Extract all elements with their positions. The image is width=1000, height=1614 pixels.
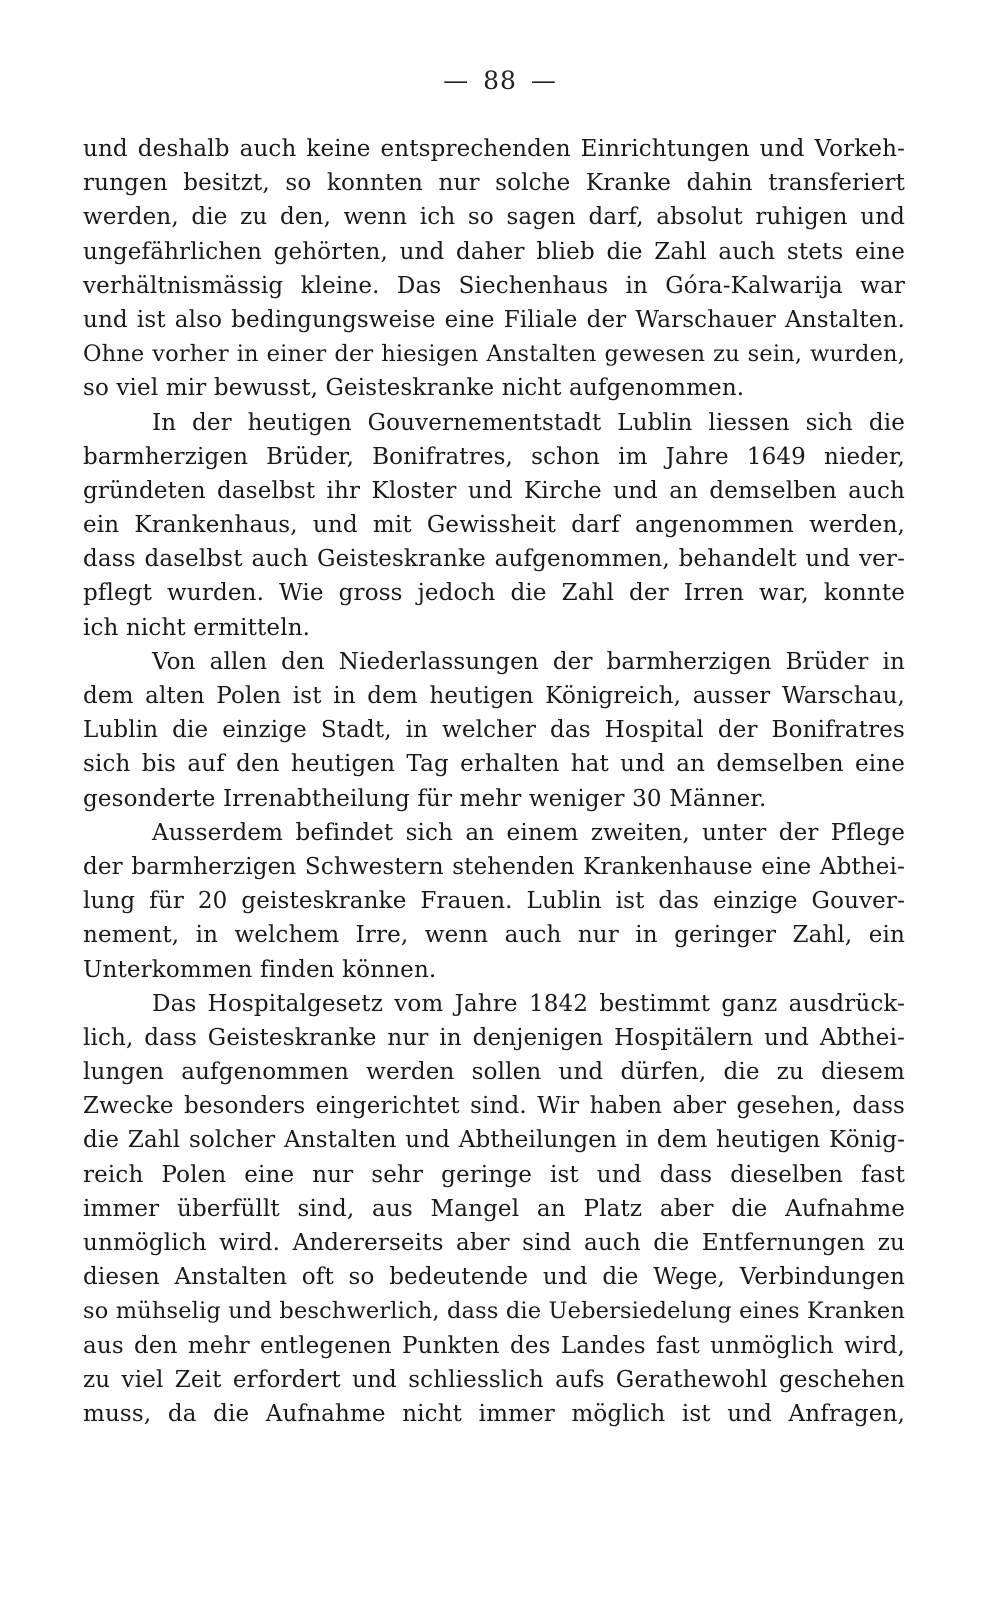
text-line: werden, die zu den, wenn ich so sagen darf, absolut ruhigen und	[83, 204, 905, 231]
text-line: ein Krankenhaus, und mit Gewissheit darf angenommen werden,	[83, 512, 905, 539]
text-line: Zwecke besonders eingerichtet sind. Wir haben aber gesehen, dass	[83, 1093, 905, 1120]
text-line: In der heutigen Gouvernementstadt Lublin liessen sich die	[152, 409, 905, 436]
paragraph-3	[83, 645, 905, 816]
page-number-header	[0, 66, 1000, 95]
text-line: lungen aufgenommen werden sollen und dürfen, die zu diesem	[83, 1059, 905, 1086]
text-line: Unterkommen finden können.	[83, 956, 437, 983]
text-line: sich bis auf den heutigen Tag erhalten hat und an demselben eine	[83, 751, 905, 778]
page-number: 88	[483, 66, 517, 95]
text-line: gründeten daselbst ihr Kloster und Kirche und an demselben auch	[83, 477, 905, 504]
text-line: Lublin die einzige Stadt, in welcher das Hospital der Bonifratres	[83, 717, 905, 744]
text-line: muss, da die Aufnahme nicht immer möglich ist und Anfragen,	[83, 1400, 905, 1427]
text-line: lich, dass Geisteskranke nur in denjenigen Hospitälern und Abthei-	[83, 1024, 905, 1051]
text-line: aus den mehr entlegenen Punkten des Landes fast unmöglich wird,	[83, 1332, 905, 1359]
text-line: reich Polen eine nur sehr geringe ist und dass dieselben fast	[83, 1161, 905, 1188]
text-line: dass daselbst auch Geisteskranke aufgenommen, behandelt und ver-	[83, 546, 905, 573]
text-line: diesen Anstalten oft so bedeutende und die Wege, Verbindungen	[83, 1264, 905, 1291]
text-line: rungen besitzt, so konnten nur solche Kranke dahin transferiert	[83, 170, 905, 197]
page-number-dash-left: —	[443, 66, 470, 95]
text-line: Ohne vorher in einer der hiesigen Anstalten gewesen zu sein, wurden,	[83, 341, 905, 368]
text-line: dem alten Polen ist in dem heutigen Königreich, ausser Warschau,	[83, 683, 905, 709]
text-line: pflegt wurden. Wie gross jedoch die Zahl der Irren war, konnte	[83, 580, 905, 607]
text-line: lung für 20 geisteskranke Frauen. Lublin ist das einzige Gouver-	[83, 888, 905, 915]
paragraph-1	[83, 132, 905, 406]
text-line: zu viel Zeit erfordert und schliesslich aufs Gerathewohl geschehen	[83, 1366, 905, 1393]
text-line: die Zahl solcher Anstalten und Abtheilungen in dem heutigen König-	[83, 1127, 905, 1154]
paragraph-4	[83, 816, 905, 987]
text-line: ungefährlichen gehörten, und daher blieb die Zahl auch stets eine	[83, 238, 905, 265]
text-line: Ausserdem befindet sich an einem zweiten, unter der Pflege	[152, 819, 905, 846]
paragraph-2	[83, 406, 905, 645]
text-line: Das Hospitalgesetz vom Jahre 1842 bestimmt ganz ausdrück-	[152, 990, 905, 1017]
page-number-dash-right: —	[530, 66, 557, 95]
text-line: unmöglich wird. Andererseits aber sind auch die Entfernungen zu	[83, 1230, 905, 1256]
text-line: barmherzigen Brüder, Bonifratres, schon im Jahre 1649 nieder,	[83, 443, 905, 470]
text-line: der barmherzigen Schwestern stehenden Krankenhause eine Abthei-	[83, 853, 905, 880]
paragraph-5	[83, 987, 905, 1431]
text-line: Von allen den Niederlassungen der barmherzigen Brüder in	[152, 648, 905, 675]
text-line: so viel mir bewusst, Geisteskranke nicht aufgenommen.	[83, 375, 745, 402]
text-line: immer überfüllt sind, aus Mangel an Platz aber die Aufnahme	[83, 1195, 905, 1222]
text-line: ich nicht ermitteln.	[83, 614, 311, 641]
text-line: so mühselig und beschwerlich, dass die Uebersiedelung eines Kranken	[83, 1298, 905, 1325]
text-line: gesonderte Irrenabtheilung für mehr weniger 30 Männer.	[83, 785, 767, 812]
text-line: verhältnismässig kleine. Das Siechenhaus in Góra-Kalwarija war	[83, 272, 905, 299]
text-line: und deshalb auch keine entsprechenden Einrichtungen und Vorkeh-	[83, 136, 905, 162]
body-text	[83, 132, 905, 1431]
text-line: und ist also bedingungsweise eine Filiale der Warschauer Anstalten.	[83, 306, 905, 333]
text-line: nement, in welchem Irre, wenn auch nur in geringer Zahl, ein	[83, 922, 905, 949]
